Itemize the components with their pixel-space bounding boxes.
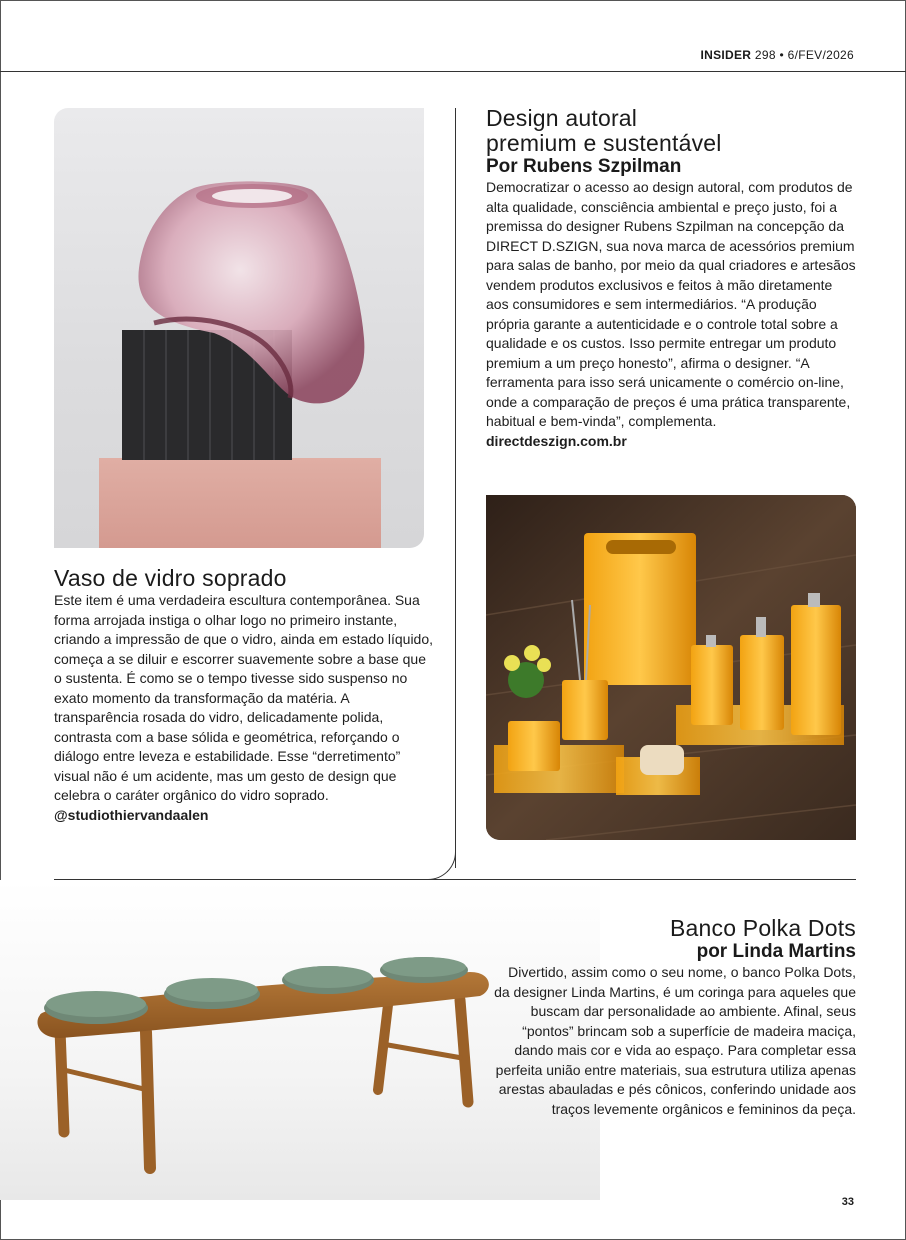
design-body	[486, 178, 856, 451]
vase-title: Vaso de vidro soprado	[54, 565, 287, 591]
vase-handle[interactable]: @studiothiervandaalen	[54, 806, 209, 823]
polka-byline: por Linda Martins	[696, 941, 856, 962]
design-article	[486, 106, 856, 451]
issue-date: 298 • 6/FEV/2026	[754, 48, 854, 62]
design-title-line1: Design autoral	[486, 105, 638, 131]
design-body-text: Democratizar o acesso ao design autoral, com produtos de alta qualidade, consciência ambiental e preço justo, foi a premissa do designer Rubens Szpilman na concepção da DIRECT D.SZIGN, sua nova marca de acessórios premium para salas de banho, por meio da qual criadores e artesãos vendem produtos exclusivos e feitos à mão diretamente aos consumidores e sem intermediários. “A produção própria garante a autenticidade e o controle total sobre a qualidade e os custos. Isso permite entregar um produto premium a um preço honesto”, afirma o designer. “A ferramenta para isso será unicamente o comércio on-line, onde a comparação de preços é uma prática transparente, habitual e bem-vinda”, complementa.	[486, 179, 856, 429]
polka-body: Divertido, assim como o seu nome, o banco Polka Dots, da designer Linda Martins, é um coringa para aqueles que buscam dar personalidade ao ambiente. Afinal, seus “pontos” brincam sob a superfície de madeira maciça, dando mais cor e vida ao espaço. Para completar essa perfeita união entre materiais, sua estrutura utiliza apenas arestas abauladas e pés cônicos, conferindo unidade aos traços levemente orgânicos e femininos da peça.	[494, 964, 856, 1117]
column-divider	[455, 108, 456, 868]
design-link[interactable]: directdeszign.com.br	[486, 432, 627, 449]
vase-body: Este item é uma verdadeira escultura contemporânea. Sua forma arrojada instiga o olhar logo no primeiro instante, criando a impressão de que o vidro, ainda em estado líquido, começa a se diluir e escorrer suavemente sobre a base que o sustenta. É como se o tempo tivesse sido suspenso no exato momento da transformação da matéria. A transparência rosada do vidro, delicadamente polida, contrasta com a base sólida e geométrica, reforçando o diálogo entre leveza e estabilidade. Esse “derretimento” visual não é um acidente, mas um gesto de design que celebra o caráter orgânico do vidro soprado.	[54, 592, 434, 803]
page-number: 33	[841, 1196, 854, 1208]
vase-article	[54, 566, 434, 825]
bath-accessories-photo	[486, 495, 856, 840]
magazine-name: INSIDER	[700, 48, 752, 62]
page-header	[0, 48, 906, 72]
polka-article	[490, 916, 856, 1119]
vase-photo	[54, 108, 424, 548]
polka-title: Banco Polka Dots	[669, 915, 856, 941]
issue-info	[701, 48, 855, 62]
design-byline: Por Rubens Szpilman	[486, 156, 682, 177]
design-title-line2: premium e sustentável	[486, 130, 722, 156]
